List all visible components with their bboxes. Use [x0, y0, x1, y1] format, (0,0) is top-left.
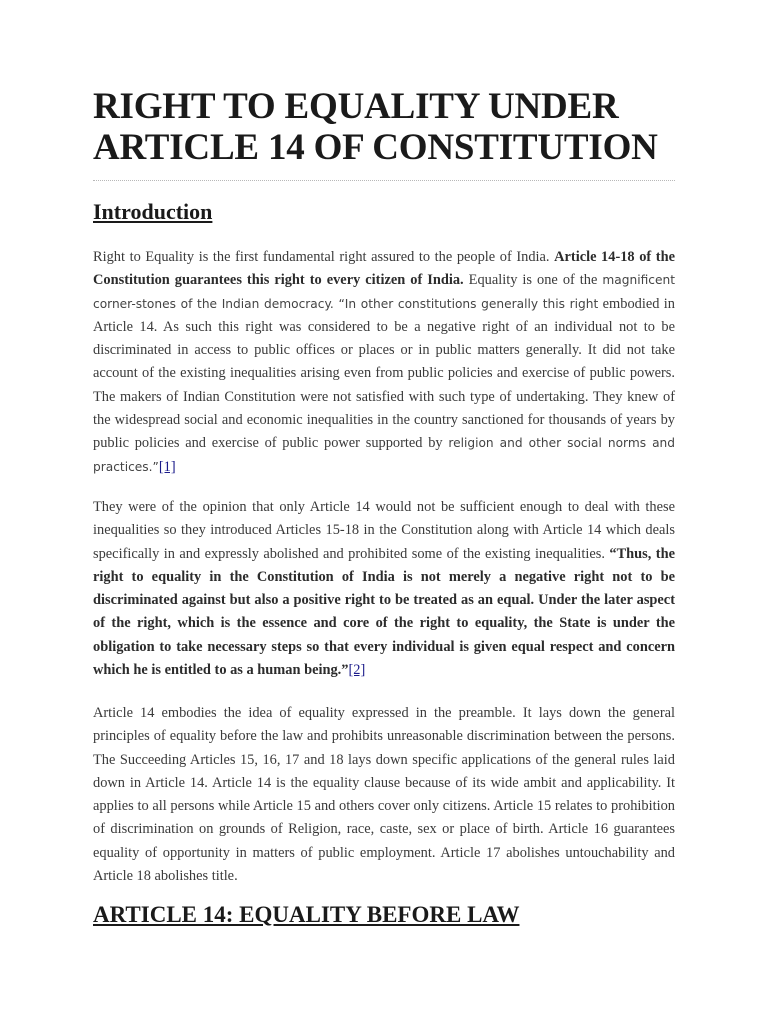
p2-bold-quote: “Thus, the right to equality in the Constitution of India is not merely a negative right not to be discriminated against but also a positive right to be treated as an equal. Under the later aspect of the right, which is the essence and core of the right to equality, the State is under the obligation to take necessary steps so that every individual is given equal respect and concern which he is entitled to as a human being.” [93, 545, 675, 679]
p1-text-2: Equality is one of the [463, 272, 603, 289]
p2-text-1: They were of the opinion that only Article 14 would not be sufficient enough to deal with these inequalities so they introduced Articles 15-18 in the Constitution along with Article 14 which deals specifically in and expressly abolished and prohibited some of the existing inequalities. [93, 499, 675, 562]
document-title: RIGHT TO EQUALITY UNDER ARTICLE 14 OF CONSTITUTION [93, 86, 658, 168]
paragraph-3: Article 14 embodies the idea of equality expressed in the preamble. It lays down the general principles of equality before the law and prohibits unreasonable discrimination between the persons. The Succeeding Articles 15, 16, 17 and 18 lays down specific applications of the general rules laid down in Article 14. Article 14 is the equality clause because of its wide ambit and applicability. It applies to all persons while Article 15 and others cover only citizens. Article 15 relates to prohibition of discrimination on grounds of Religion, race, caste, sex or place of birth. Article 16 guarantees equality of opportunity in matters of public employment. Article 17 abolishes untouchability and Article 18 abolishes title. [93, 705, 675, 885]
paragraph-1 [93, 246, 675, 479]
p1-sans-2: religion and other social norms and practices.” [93, 436, 675, 474]
footnote-link-2[interactable]: [2] [348, 662, 366, 679]
p1-sans-1: magnificent corner-stones of the Indian democracy. “In other constitutions generally this right [93, 273, 675, 311]
p1-text-3: embodied in Article 14. As such this right was considered to be a negative right of an individual not to be discriminated in access to public offices or places or in public matters generally. It did not take account of the existing inequalities arising even from public policies and exercise of public powers. The makers of Indian Constitution were not satisfied with such type of undertaking. They knew of the widespread social and economic inequalities in the country sanctioned for thousands of years by public policies and exercise of public power supported by [93, 295, 675, 452]
footnote-link-1[interactable]: [1] [158, 458, 176, 475]
article-14-heading: ARTICLE 14: EQUALITY BEFORE LAW [93, 902, 520, 927]
title-divider [93, 180, 675, 181]
introduction-heading: Introduction [93, 199, 213, 224]
p1-bold: Article 14-18 of the Constitution guarantees this right to every citizen of India. [93, 249, 675, 289]
p1-text-1: Right to Equality is the first fundamental right assured to the people of India. [93, 249, 555, 265]
paragraph-2 [93, 496, 675, 682]
